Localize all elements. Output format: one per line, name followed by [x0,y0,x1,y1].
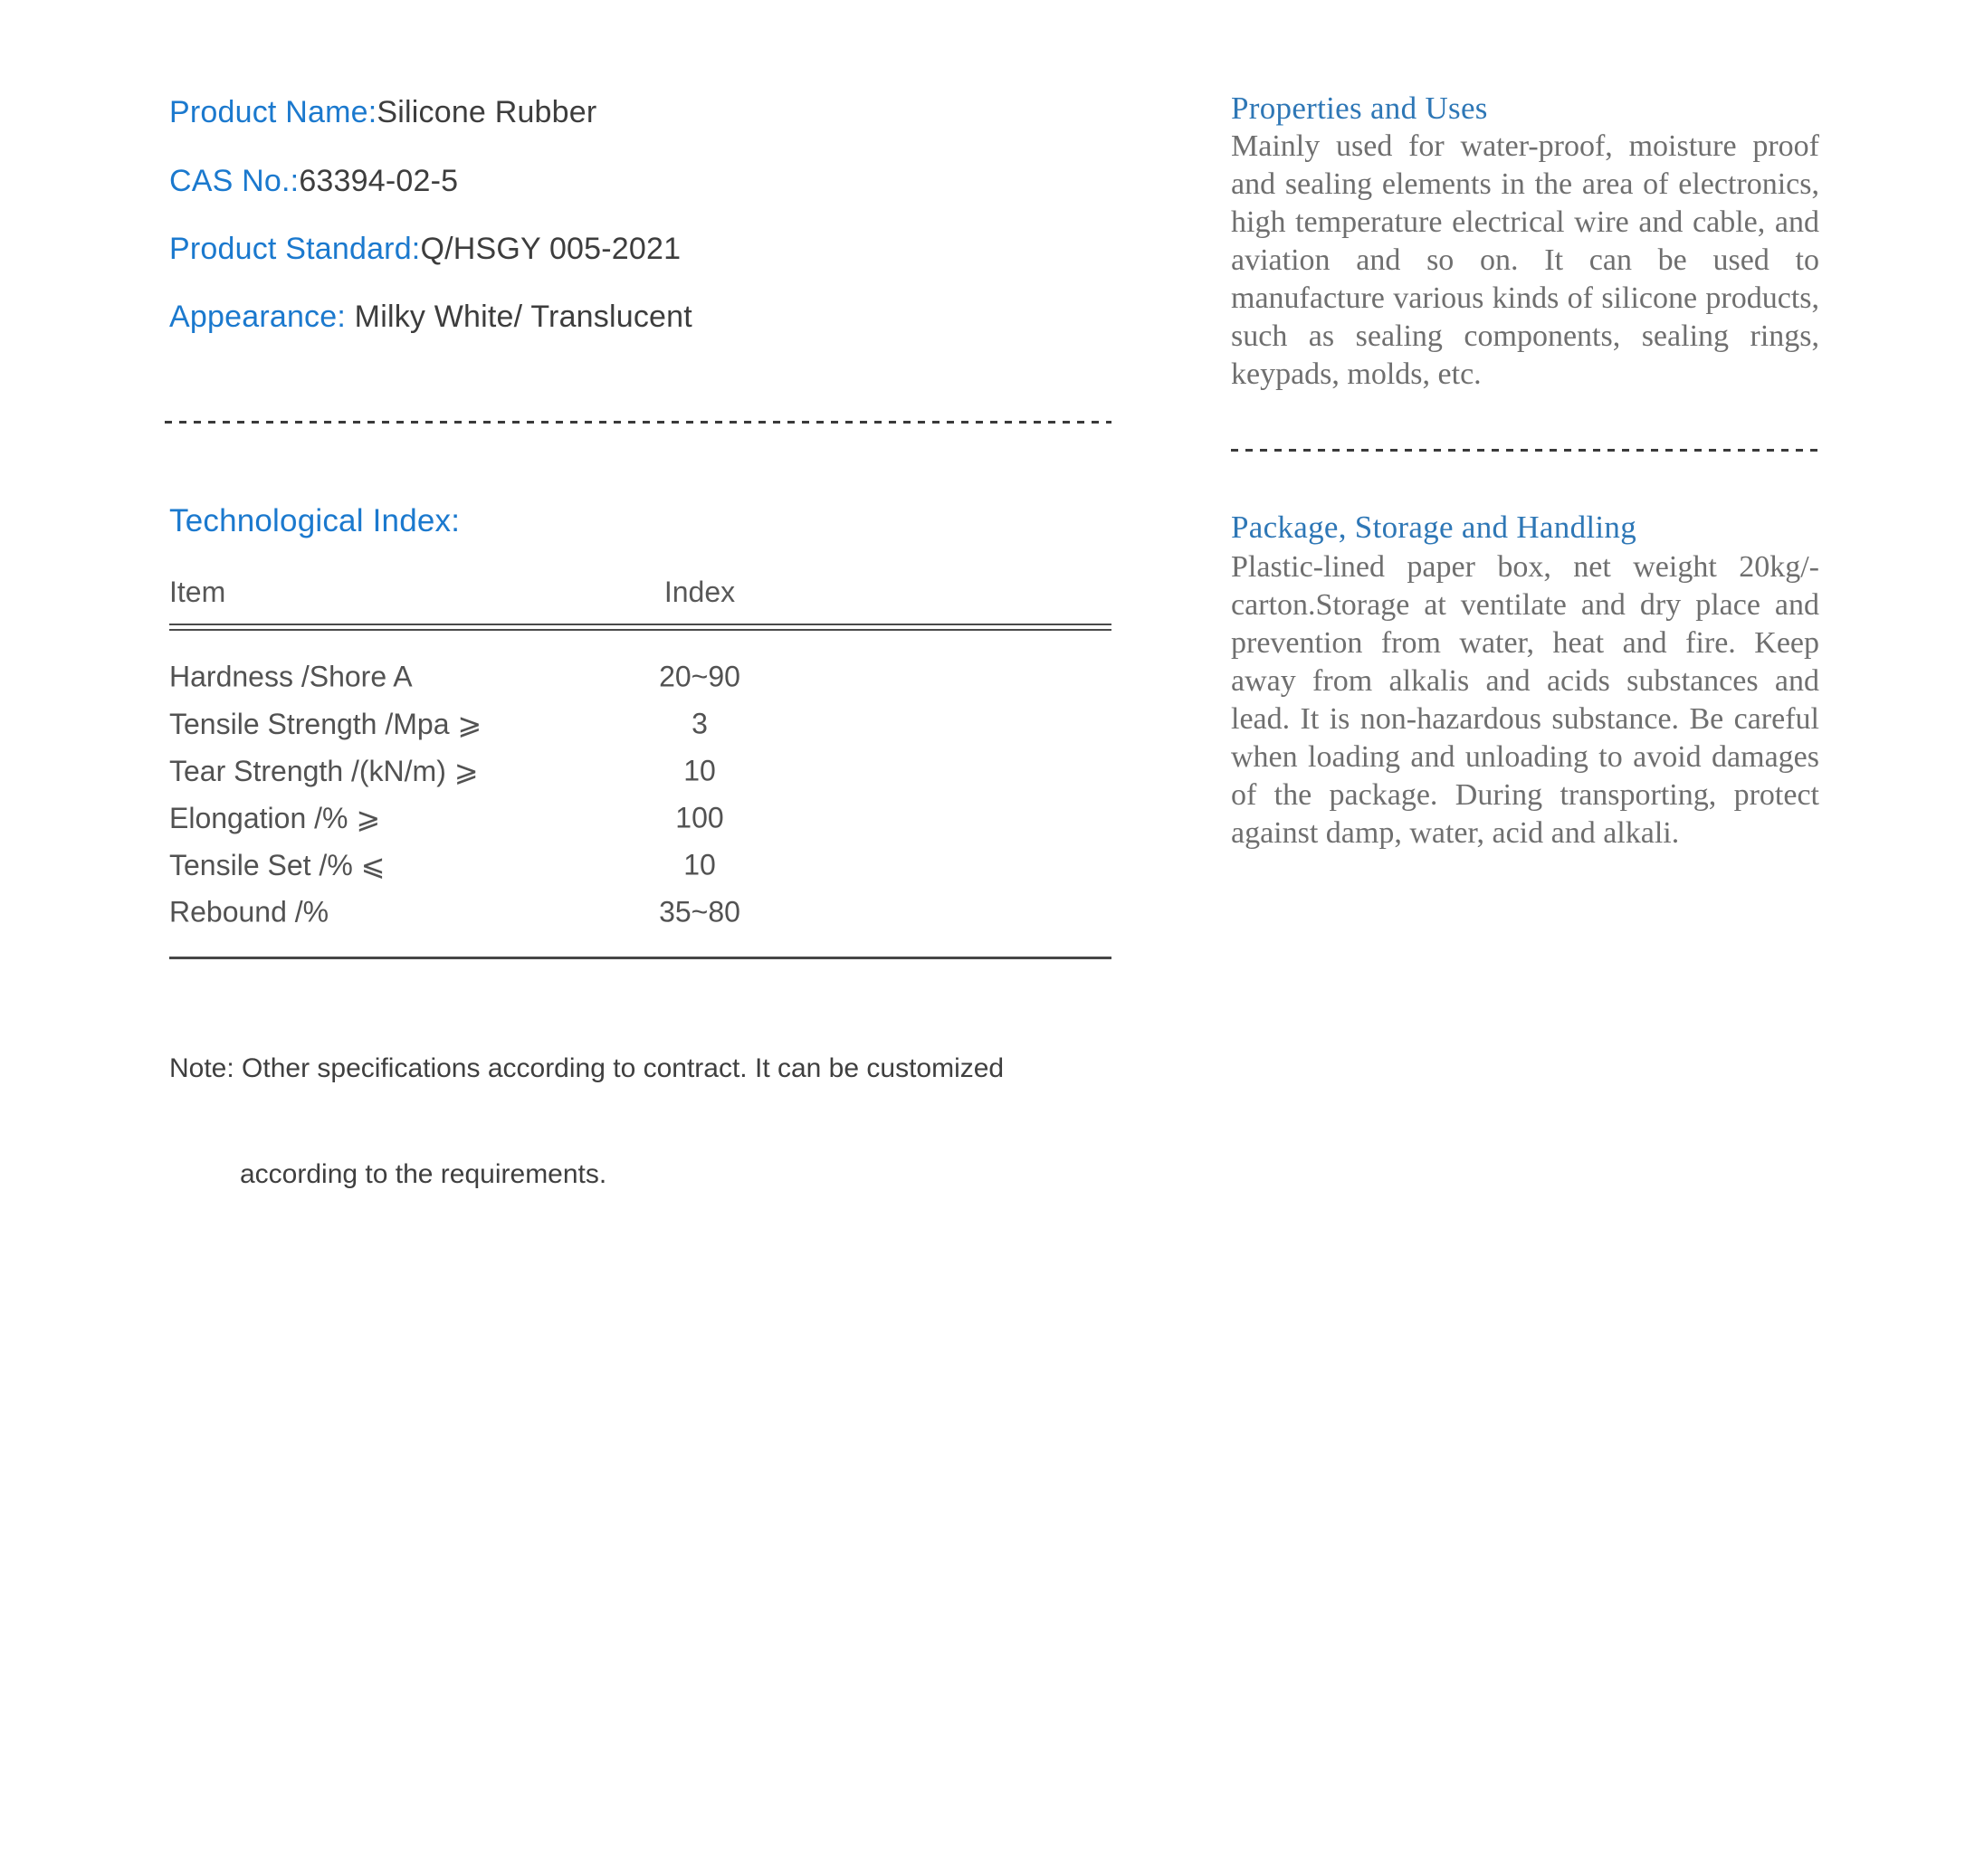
properties-and-uses-body: Mainly used for water-proof, moisture proof and sealing elements in the area of electronics, high temperature electrical wire and cable, and aviation and so on. It can be used to manufacture various kinds of silicone products, such as sealing components, sealing rings, keypads, molds, etc. [1231,129,1819,391]
field-row-cas-no [169,161,458,201]
index-cell: 10 [683,754,716,787]
column-header-index: Index [663,576,736,608]
table-row [169,795,1111,842]
appearance-label: Appearance: [169,300,355,334]
table-row [169,889,1111,936]
index-cell: 100 [675,801,724,834]
product-name-value: Silicone Rubber [377,95,597,129]
item-cell: Tensile Set /% ⩽ [169,849,386,881]
table-header-rule [169,624,1111,631]
item-cell: Tear Strength /(kN/m) ⩾ [169,755,479,787]
index-cell: 35~80 [659,895,740,928]
field-row-product-standard [169,229,681,269]
note-line: according to the requirements. [240,1159,607,1189]
left-dashed-divider [165,421,1111,424]
table-row [169,700,1111,748]
table-bottom-rule [169,957,1111,959]
package-storage-handling-heading: Package, Storage and Handling [1231,509,1637,545]
cas-no-label: CAS No.: [169,164,300,198]
item-cell: Rebound /% [169,895,329,928]
cas-no-value: 63394-02-5 [299,164,459,198]
index-cell: 20~90 [659,660,740,693]
spec-table [169,653,1111,936]
table-row [169,842,1111,889]
index-cell: 3 [692,707,708,740]
table-note [169,980,1004,1262]
table-row [169,748,1111,795]
table-row [169,653,1111,700]
appearance-value: Milky White/ Translucent [354,300,692,334]
field-row-appearance [169,297,692,337]
right-dashed-divider [1231,449,1817,452]
item-cell: Tensile Strength /Mpa ⩾ [169,708,482,740]
product-standard-value: Q/HSGY 005-2021 [420,232,682,266]
product-standard-label: Product Standard: [169,232,421,266]
column-header-item: Item [169,576,226,608]
item-cell: Hardness /Shore A [169,660,413,693]
properties-and-uses-heading: Properties and Uses [1231,90,1488,126]
package-storage-handling-body: Plastic-lined paper box, net weight 20kg/-carton.Storage at ventilate and dry place and prevention from water, heat and fire. Keep away from alkalis and acids substances and lead. It is non-hazardous substance. Be careful when loading and unloading to avoid damages of the package. During transporting, protect against damp, water, acid and alkali. [1231,550,1819,850]
index-cell: 10 [683,848,716,881]
product-name-label: Product Name: [169,95,377,129]
field-row-product-name [169,92,596,132]
technological-index-heading: Technological Index: [169,503,461,538]
note-line: Note: Other specifications according to contract. It can be customized [169,1053,1005,1083]
item-cell: Elongation /% ⩾ [169,802,381,834]
